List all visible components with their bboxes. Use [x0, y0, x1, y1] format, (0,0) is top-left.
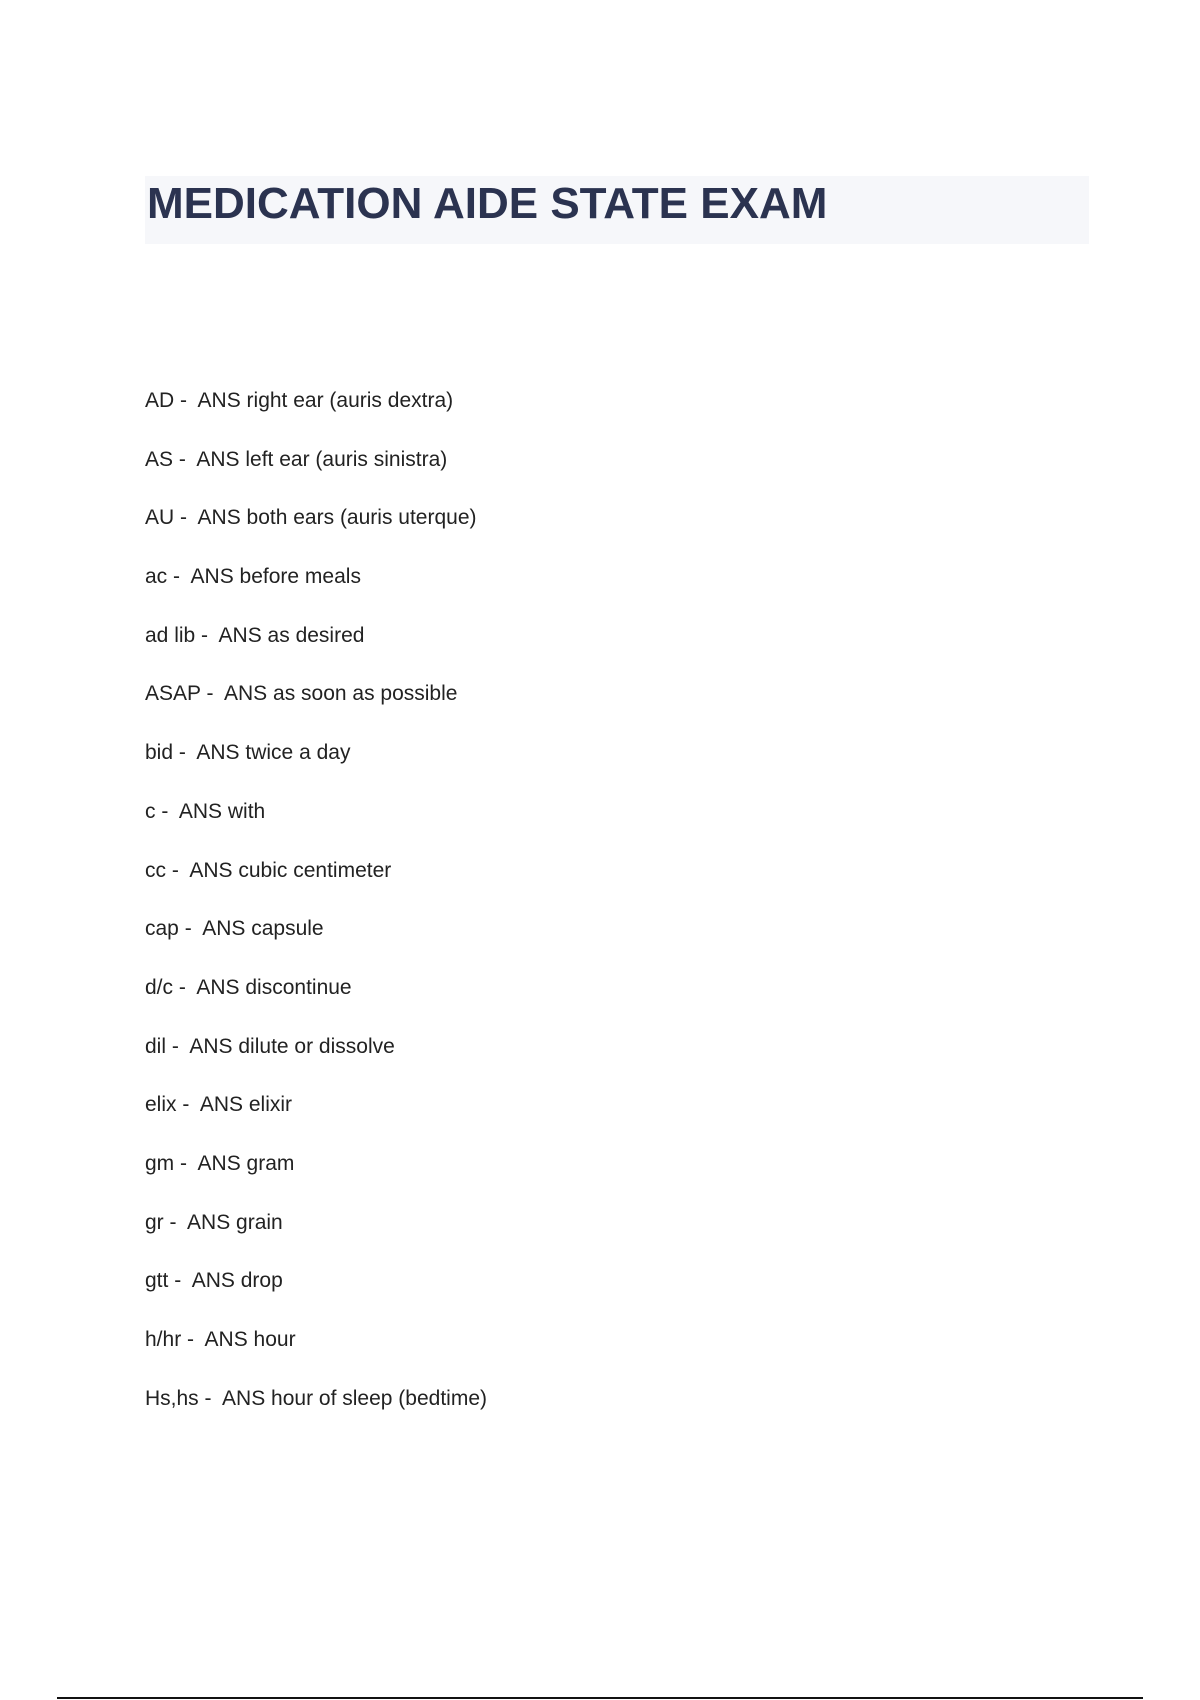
list-item: [145, 853, 487, 912]
entry-term: gtt: [145, 1269, 169, 1293]
entry-term: gm: [145, 1151, 175, 1175]
entry-answer: ANS hour: [204, 1328, 296, 1351]
entry-separator: -: [173, 447, 197, 471]
list-item: [145, 618, 487, 677]
entry-answer: ANS discontinue: [196, 975, 352, 999]
entry-answer: ANS both ears (auris uterque): [197, 506, 477, 530]
entry-answer: ANS as soon as possible: [224, 682, 458, 706]
list-item: [145, 1205, 487, 1264]
entry-term: cap: [145, 917, 179, 941]
list-item: [145, 383, 487, 442]
entry-term: elix: [145, 1093, 177, 1117]
entry-separator: -: [173, 975, 197, 999]
entry-answer: ANS with: [178, 799, 266, 823]
entry-term: Hs,hs: [145, 1386, 199, 1410]
title-band: [145, 176, 1089, 244]
list-item: [145, 442, 487, 501]
entry-answer: ANS twice a day: [196, 741, 351, 765]
list-item: [145, 500, 487, 559]
entry-separator: -: [167, 565, 191, 589]
list-item: [145, 1087, 487, 1146]
entry-term: cc: [145, 858, 166, 882]
entry-separator: -: [173, 741, 197, 765]
entry-term: d/c: [145, 975, 174, 999]
entry-separator: -: [155, 799, 179, 823]
entry-answer: ANS as desired: [218, 623, 365, 647]
entry-answer: ANS before meals: [190, 565, 361, 589]
entry-separator: -: [198, 1386, 223, 1410]
entry-separator: -: [181, 1328, 205, 1351]
entry-separator: -: [174, 1151, 198, 1175]
entry-answer: ANS cubic centimeter: [189, 858, 392, 882]
entry-answer: ANS right ear (auris dextra): [197, 389, 454, 412]
entry-separator: -: [166, 1034, 190, 1058]
entry-answer: ANS drop: [191, 1269, 283, 1293]
entry-separator: -: [200, 682, 224, 706]
entry-term: ac: [145, 565, 168, 589]
entry-separator: -: [174, 506, 198, 530]
list-item: [145, 1381, 487, 1440]
list-item: [145, 1322, 487, 1381]
list-item: [145, 794, 487, 853]
entry-separator: -: [163, 1210, 188, 1234]
list-item: [145, 970, 487, 1029]
entry-term: gr: [145, 1210, 164, 1234]
list-item: [145, 1146, 487, 1205]
document-title: MEDICATION AIDE STATE EXAM: [147, 179, 828, 228]
entry-term: AS: [145, 447, 174, 471]
entry-separator: -: [168, 1269, 192, 1293]
entry-term: ASAP: [145, 682, 201, 706]
entry-answer: ANS grain: [187, 1210, 283, 1234]
list-item: [145, 735, 487, 794]
entry-separator: -: [166, 858, 190, 882]
entry-term: bid: [145, 741, 174, 765]
entry-separator: -: [195, 623, 219, 647]
bottom-rule: [57, 1697, 1143, 1699]
entry-answer: ANS gram: [197, 1151, 295, 1175]
entry-separator: -: [176, 1093, 200, 1117]
list-item: [145, 559, 487, 618]
entry-answer: ANS elixir: [199, 1093, 293, 1117]
list-item: [145, 1029, 487, 1088]
entry-term: h/hr: [145, 1328, 182, 1351]
entry-answer: ANS dilute or dissolve: [189, 1034, 395, 1058]
entry-separator: -: [178, 917, 203, 941]
list-item: [145, 676, 487, 735]
entry-answer: ANS left ear (auris sinistra): [196, 447, 448, 471]
abbreviation-list: [145, 383, 487, 1439]
entry-term: dil: [145, 1034, 167, 1058]
entry-term: c: [145, 799, 156, 823]
entry-separator: -: [174, 389, 198, 412]
list-item: [145, 1263, 487, 1322]
entry-term: ad lib: [145, 623, 196, 647]
entry-term: AU: [145, 506, 175, 530]
entry-term: AD: [145, 389, 175, 412]
entry-answer: ANS capsule: [202, 917, 324, 941]
list-item: [145, 911, 487, 970]
entry-answer: ANS hour of sleep (bedtime): [222, 1386, 487, 1410]
